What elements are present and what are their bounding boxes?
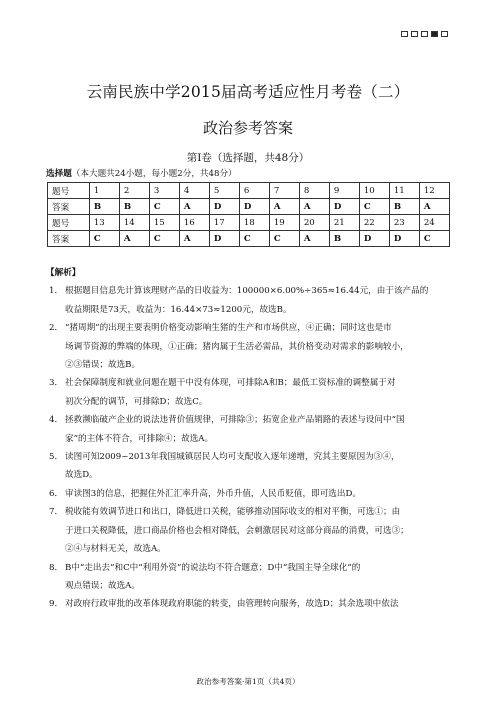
item-line: 于进口关税降低，进口商品价格也会相对降低，会刺激居民对这部分商品的消费，可选③；: [65, 525, 409, 536]
table-cell: 11: [389, 183, 419, 199]
analysis-title: 【解析】: [46, 268, 81, 278]
analysis-item: [46, 503, 456, 558]
table-cell: A: [299, 231, 329, 247]
analysis-item: [46, 374, 456, 411]
table-cell: 题号: [48, 215, 90, 231]
table-row: [48, 199, 450, 215]
analysis-item: [46, 411, 456, 448]
item-number: 8．: [49, 562, 64, 573]
analysis-item: [46, 559, 456, 596]
item-line: ②③错误；故选B。: [65, 360, 141, 371]
table-cell: 15: [149, 215, 179, 231]
page-footer: 政治参考答案·第1页（共4页）: [196, 677, 300, 686]
table-cell: 答案: [48, 199, 90, 215]
analysis-item: [46, 448, 456, 485]
table-cell: 17: [209, 215, 239, 231]
table-cell: 5: [209, 183, 239, 199]
table-cell: D: [209, 231, 239, 247]
table-cell: 7: [269, 183, 299, 199]
table-cell: D: [329, 199, 359, 215]
table-cell: C: [419, 231, 449, 247]
analysis-section: [46, 264, 456, 614]
item-number: 4．: [49, 415, 64, 426]
table-cell: 24: [419, 215, 449, 231]
item-line: 对政府行政审批的改革体现政府职能的转变，由管理转向服务，故选D；其余选项中依法: [65, 599, 399, 610]
table-cell: C: [239, 231, 269, 247]
table-cell: 18: [239, 215, 269, 231]
table-cell: D: [389, 231, 419, 247]
table-cell: 题号: [48, 183, 90, 199]
section-label: 选择题: [46, 169, 72, 179]
table-cell: 19: [269, 215, 299, 231]
item-line: 审读图3的信息，把握住外汇汇率升高，外币升值，人民币贬值，即可选出D。: [65, 488, 361, 499]
table-cell: D: [359, 231, 389, 247]
table-cell: C: [149, 231, 179, 247]
table-cell: D: [209, 199, 239, 215]
table-cell: 13: [89, 215, 119, 231]
table-cell: 6: [239, 183, 269, 199]
item-line: 初次分配的调节，可排除D；故选C。: [65, 396, 208, 407]
analysis-item: [46, 282, 456, 319]
table-cell: B: [119, 199, 149, 215]
item-line: 故选D。: [65, 470, 98, 481]
section-desc-text: （本大题共24小题，每小题2分，共48分）: [71, 169, 237, 179]
analysis-item: [46, 485, 456, 503]
header-marks: [401, 31, 448, 37]
section-title: 第Ⅰ卷（选择题，共48分）: [186, 152, 310, 164]
item-number: 9．: [49, 599, 64, 610]
table-cell: C: [269, 231, 299, 247]
table-cell: B: [389, 199, 419, 215]
table-cell: B: [89, 199, 119, 215]
item-number: 2．: [49, 323, 64, 334]
table-row: [48, 183, 450, 199]
table-cell: 4: [179, 183, 209, 199]
header-mark: [401, 31, 408, 37]
analysis-item: [46, 595, 456, 613]
table-cell: B: [329, 231, 359, 247]
item-line: 家”的主体不符合，可排除④；故选A。: [65, 433, 214, 444]
table-cell: 20: [299, 215, 329, 231]
table-cell: C: [149, 199, 179, 215]
table-cell: A: [419, 199, 449, 215]
table-cell: 8: [299, 183, 329, 199]
item-line: B中“走出去”和C中“利用外资”的说法均不符合题意；D中“我国主导全球化”的: [65, 562, 361, 573]
item-number: 7．: [49, 507, 64, 518]
item-number: 5．: [49, 452, 64, 463]
document-subtitle: 政治参考答案: [202, 119, 293, 137]
table-cell: C: [89, 231, 119, 247]
table-cell: 21: [329, 215, 359, 231]
table-cell: 22: [359, 215, 389, 231]
table-cell: 16: [179, 215, 209, 231]
header-mark: [411, 31, 418, 37]
item-number: 6．: [49, 488, 64, 499]
item-line: “猪周期”的出现主要表明价格变动影响生猪的生产和市场供应，④正确；同时这也是市: [65, 323, 392, 334]
answer-table: [47, 182, 450, 247]
table-cell: 2: [119, 183, 149, 199]
section-description: [46, 167, 237, 179]
item-line: 税收能有效调节进口和出口，降低进口关税，能够推动国际收支的相对平衡，可选①；由: [65, 507, 401, 518]
item-line: 收益期限是73天，收益为：16.44×73≈1200元，故选B。: [65, 304, 292, 315]
header-mark: [441, 31, 448, 37]
item-line: 社会保障制度和就业问题在题干中没有体现，可排除A和B；最低工资标准的调整属于对: [65, 378, 396, 389]
table-cell: A: [119, 231, 149, 247]
item-number: 1．: [49, 286, 64, 297]
table-cell: 1: [89, 183, 119, 199]
table-row: [48, 231, 450, 247]
table-cell: A: [269, 199, 299, 215]
table-cell: 答案: [48, 231, 90, 247]
analysis-item: [46, 319, 456, 374]
table-cell: 3: [149, 183, 179, 199]
item-line: 根据题目信息先计算该理财产品的日收益为：100000×6.00%÷365≈16.44元，由于该产品的: [65, 286, 429, 297]
item-line: 拯救濒临破产企业的说法违背价值规律，可排除③；拓宽企业产品销路的表述与设问中“国: [65, 415, 405, 426]
table-cell: A: [179, 231, 209, 247]
table-cell: 10: [359, 183, 389, 199]
item-line: ②④与材料无关，故选A。: [65, 544, 166, 555]
table-cell: 23: [389, 215, 419, 231]
header-mark: [421, 31, 428, 37]
table-cell: D: [239, 199, 269, 215]
table-row: [48, 215, 450, 231]
item-number: 3．: [49, 378, 64, 389]
table-cell: 12: [419, 183, 449, 199]
table-cell: A: [299, 199, 329, 215]
item-line: 场调节资源的弊端的体现，①正确；猪肉属于生活必需品，其价格变动对需求的影响较小，: [65, 341, 409, 352]
exam-title: 云南民族中学2015届高考适应性月考卷（二）: [86, 83, 410, 101]
table-cell: C: [359, 199, 389, 215]
table-cell: 9: [329, 183, 359, 199]
item-line: 观点错误；故选A。: [65, 580, 140, 591]
table-cell: A: [179, 199, 209, 215]
item-line: 读图可知2009~2013年我国城镇居民人均可支配收入逐年递增，究其主要原因为③④，: [65, 452, 400, 463]
table-cell: 14: [119, 215, 149, 231]
header-mark: [431, 31, 438, 37]
